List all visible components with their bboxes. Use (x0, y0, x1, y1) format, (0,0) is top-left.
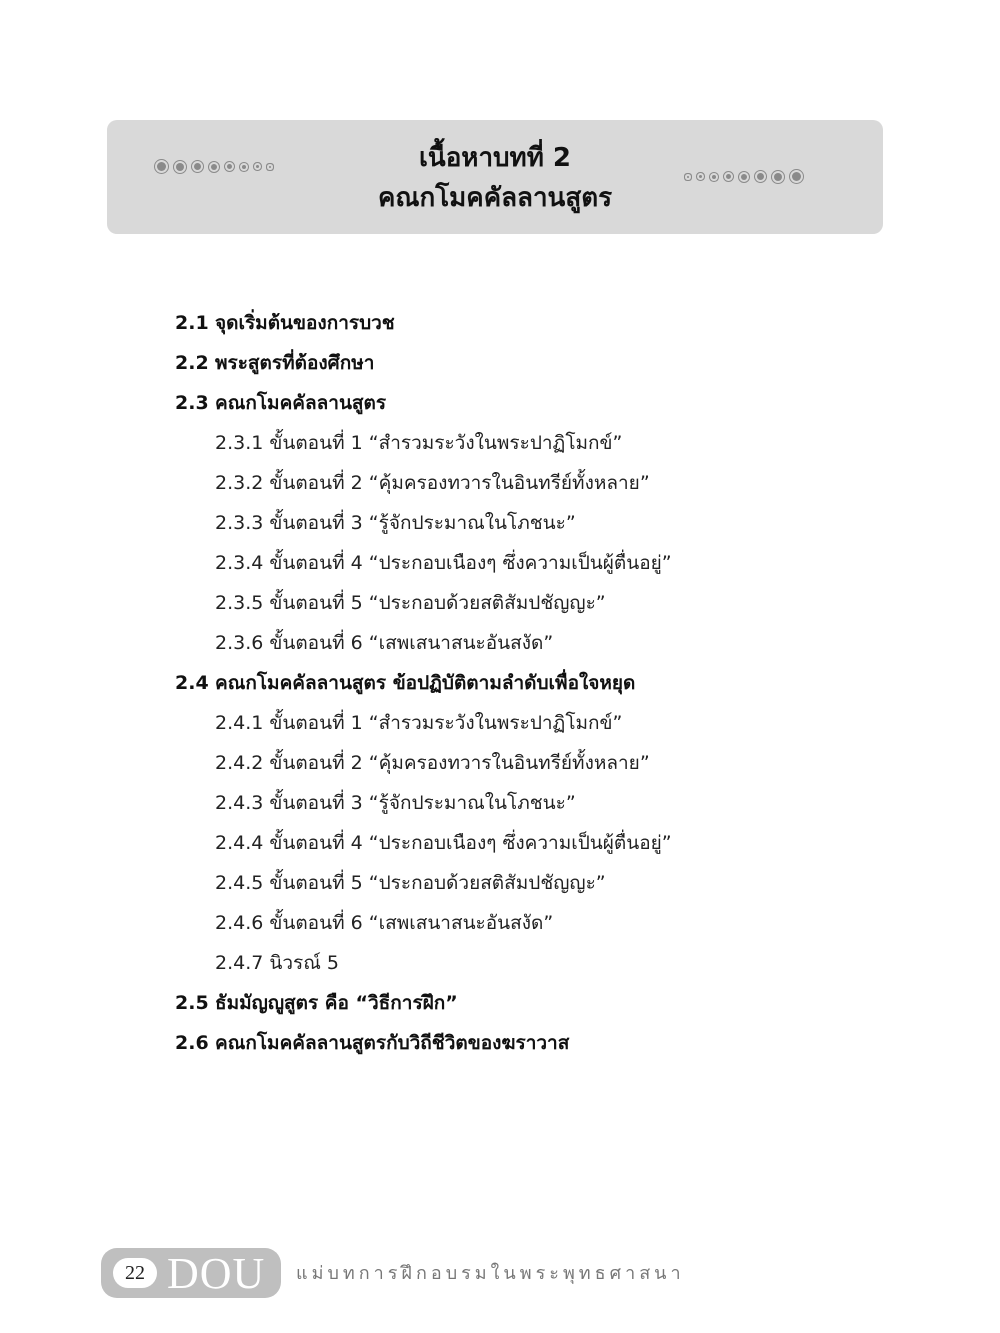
toc-entry-number: 2.5 (175, 992, 209, 1014)
toc-entry (175, 351, 374, 375)
dou-logo: DOU (167, 1249, 266, 1298)
toc-entry-text: คณกโมคคัลลานสูตรกับวิถีชีวิตของฆราวาส (215, 1032, 570, 1054)
toc-entry-number: 2.4.5 (215, 872, 264, 894)
toc-entry (215, 751, 650, 775)
toc-entry (175, 311, 395, 335)
chapter-title-line2: คณกโมคคัลลานสูตร (377, 183, 613, 213)
toc-entry-text: คณกโมคคัลลานสูตร ข้อปฏิบัติตามลำดับเพื่อใจหยุด (215, 672, 636, 694)
toc-entry-text: นิวรณ์ 5 (269, 952, 339, 974)
toc-entry (215, 551, 672, 575)
toc-entry-text: ขั้นตอนที่ 4 “ประกอบเนืองๆ ซึ่งความเป็นผู้ตื่นอยู่” (269, 552, 672, 574)
footer-badge (101, 1248, 281, 1298)
toc-entry-text: ขั้นตอนที่ 5 “ประกอบด้วยสติสัมปชัญญะ” (269, 872, 606, 894)
toc-entry-text: ขั้นตอนที่ 3 “รู้จักประมาณในโภชนะ” (269, 792, 576, 814)
toc-entry-text: ขั้นตอนที่ 1 “สำรวมระวังในพระปาฏิโมกข์” (269, 432, 623, 454)
toc-entry (175, 1031, 569, 1055)
toc-entry-text: พระสูตรที่ต้องศึกษา (215, 352, 375, 374)
toc-entry (215, 631, 553, 655)
toc-entry-number: 2.1 (175, 312, 209, 334)
toc-entry-number: 2.4.7 (215, 952, 264, 974)
toc-entry (215, 951, 339, 975)
toc-entry-number: 2.3.2 (215, 472, 264, 494)
page-number: 22 (113, 1258, 157, 1288)
chapter-title-line1: เนื้อหาบทที่ 2 (419, 143, 571, 173)
toc-entry (175, 671, 635, 695)
toc-entry (215, 471, 650, 495)
toc-entry-number: 2.4 (175, 672, 209, 694)
toc-entry-text: ขั้นตอนที่ 5 “ประกอบด้วยสติสัมปชัญญะ” (269, 592, 606, 614)
toc-entry-number: 2.3.3 (215, 512, 264, 534)
toc-entry (215, 791, 576, 815)
toc-entry-number: 2.6 (175, 1032, 209, 1054)
toc-entry (215, 911, 553, 935)
toc-entry-number: 2.4.4 (215, 832, 264, 854)
toc-entry-text: ขั้นตอนที่ 6 “เสพเสนาสนะอันสงัด” (269, 912, 554, 934)
toc-entry-number: 2.3.4 (215, 552, 264, 574)
toc-entry-text: คณกโมคคัลลานสูตร (215, 392, 387, 414)
toc-entry-text: ขั้นตอนที่ 2 “คุ้มครองทวารในอินทรีย์ทั้งหลาย” (269, 752, 650, 774)
toc-entry (215, 431, 622, 455)
toc-entry-number: 2.2 (175, 352, 209, 374)
toc-entry-number: 2.3.6 (215, 632, 264, 654)
toc-entry-number: 2.3.5 (215, 592, 264, 614)
toc-entry (215, 711, 622, 735)
toc-entry (215, 591, 606, 615)
running-footer-title: แม่บทการฝึกอบรมในพระพุทธศาสนา (296, 1263, 685, 1284)
toc-entry (215, 871, 606, 895)
toc-entry-number: 2.4.2 (215, 752, 264, 774)
toc-entry-number: 2.4.3 (215, 792, 264, 814)
toc-entry-number: 2.3 (175, 392, 209, 414)
toc-entry-text: ขั้นตอนที่ 6 “เสพเสนาสนะอันสงัด” (269, 632, 554, 654)
toc-entry (175, 991, 458, 1015)
toc-entry-text: ธัมมัญญูสูตร คือ “วิธีการฝึก” (215, 992, 458, 1014)
toc-entry-text: ขั้นตอนที่ 4 “ประกอบเนืองๆ ซึ่งความเป็นผู้ตื่นอยู่” (269, 832, 672, 854)
toc-entry-text: ขั้นตอนที่ 1 “สำรวมระวังในพระปาฏิโมกข์” (269, 712, 623, 734)
toc-entry-text: ขั้นตอนที่ 3 “รู้จักประมาณในโภชนะ” (269, 512, 576, 534)
toc-entry-number: 2.3.1 (215, 432, 264, 454)
toc-entry-text: ขั้นตอนที่ 2 “คุ้มครองทวารในอินทรีย์ทั้งหลาย” (269, 472, 650, 494)
toc-entry (175, 391, 386, 415)
toc-entry-number: 2.4.1 (215, 712, 264, 734)
toc-entry (215, 831, 672, 855)
toc-entry (215, 511, 576, 535)
toc-entry-number: 2.4.6 (215, 912, 264, 934)
toc-entry-text: จุดเริ่มต้นของการบวช (215, 312, 395, 334)
